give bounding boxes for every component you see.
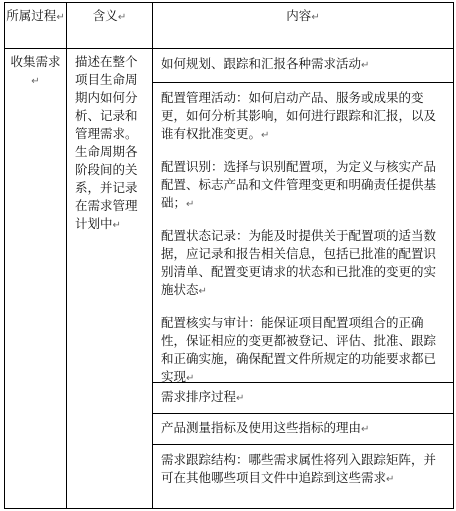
- content-stack: [153, 49, 453, 508]
- content-text: 配置核实与审计：能保证项目配置项组合的正确性，保证相应的变更都被登记、评估、批准、跟踪和正确实施，确保配置文件所规定的功能要求都已实现: [161, 315, 437, 384]
- content-text: 如何规划、跟踪和汇报各种需求活动: [161, 56, 362, 71]
- paragraph-mark-icon: ↵: [361, 424, 370, 435]
- content-text: 配置识别：选择与识别配置项，为定义与核实产品配置、标志产品和文件管理变更和明确责任提供基础；: [161, 159, 437, 210]
- content-block-configuration: [153, 82, 453, 382]
- header-cell-stage: [5, 3, 67, 49]
- content-paragraph: [161, 419, 445, 439]
- content-paragraph: [161, 158, 445, 214]
- content-paragraph: [161, 89, 445, 145]
- content-text: 配置管理活动：如何启动产品、服务或成果的变更，如何分析其影响，如何进行跟踪和汇报，以及谁有权批准变更。: [161, 90, 437, 141]
- content-cell: [153, 49, 454, 509]
- paragraph-mark-icon: ↵: [311, 12, 320, 23]
- meaning-cell: [67, 49, 153, 509]
- paragraph-mark-icon: ↵: [112, 220, 121, 231]
- table-row: [5, 49, 454, 509]
- content-text: 需求跟踪结构：哪些需求属性将列入跟踪矩阵，并可在其他哪些项目文件中追踪到这些需求: [161, 452, 437, 485]
- content-paragraph: [161, 388, 445, 408]
- header-cell-content: [153, 3, 454, 49]
- content-block-planning: [153, 49, 453, 82]
- paragraph-mark-icon: ↵: [261, 130, 270, 141]
- content-text: 需求排序过程: [161, 389, 237, 404]
- paragraph-mark-icon: ↵: [236, 393, 245, 404]
- header-cell-meaning: [67, 3, 153, 49]
- stage-cell: [5, 49, 67, 509]
- header-meaning-label: 含义: [92, 8, 118, 23]
- content-paragraph: [161, 55, 445, 75]
- paragraph-mark-icon: ↵: [186, 199, 195, 210]
- requirements-table: [4, 2, 454, 509]
- header-row: [5, 3, 454, 49]
- content-text: 产品测量指标及使用这些指标的理由: [161, 420, 362, 435]
- paragraph-mark-icon: ↵: [198, 286, 207, 297]
- meaning-text: 描述在整个项目生命周期内如何分析、记录和管理需求。生命周期各阶段间的关系，并记录在需求管理计划中: [75, 54, 138, 231]
- paragraph-mark-icon: ↵: [361, 60, 370, 71]
- content-block-metrics: [153, 413, 453, 444]
- header-content-label: 内容: [286, 8, 312, 23]
- paragraph-mark-icon: ↵: [117, 12, 127, 23]
- header-stage-label: 所属过程: [6, 8, 57, 23]
- content-paragraph: [161, 451, 445, 489]
- paragraph-mark-icon: ↵: [186, 373, 195, 384]
- paragraph-mark-icon: ↵: [31, 76, 40, 87]
- stage-text: 收集需求: [10, 54, 61, 69]
- content-paragraph: [161, 227, 445, 301]
- content-text: 配置状态记录：为能及时提供关于配置项的适当数据，应记录和报告相关信息，包括已批准的配置识别清单、配置变更请求的状态和已批准的变更的实施状态: [161, 228, 437, 297]
- content-block-traceability: [153, 444, 453, 508]
- paragraph-mark-icon: ↵: [56, 12, 65, 23]
- paragraph-mark-icon: ↵: [386, 474, 395, 485]
- content-block-prioritization: [153, 382, 453, 413]
- content-paragraph: [161, 314, 445, 388]
